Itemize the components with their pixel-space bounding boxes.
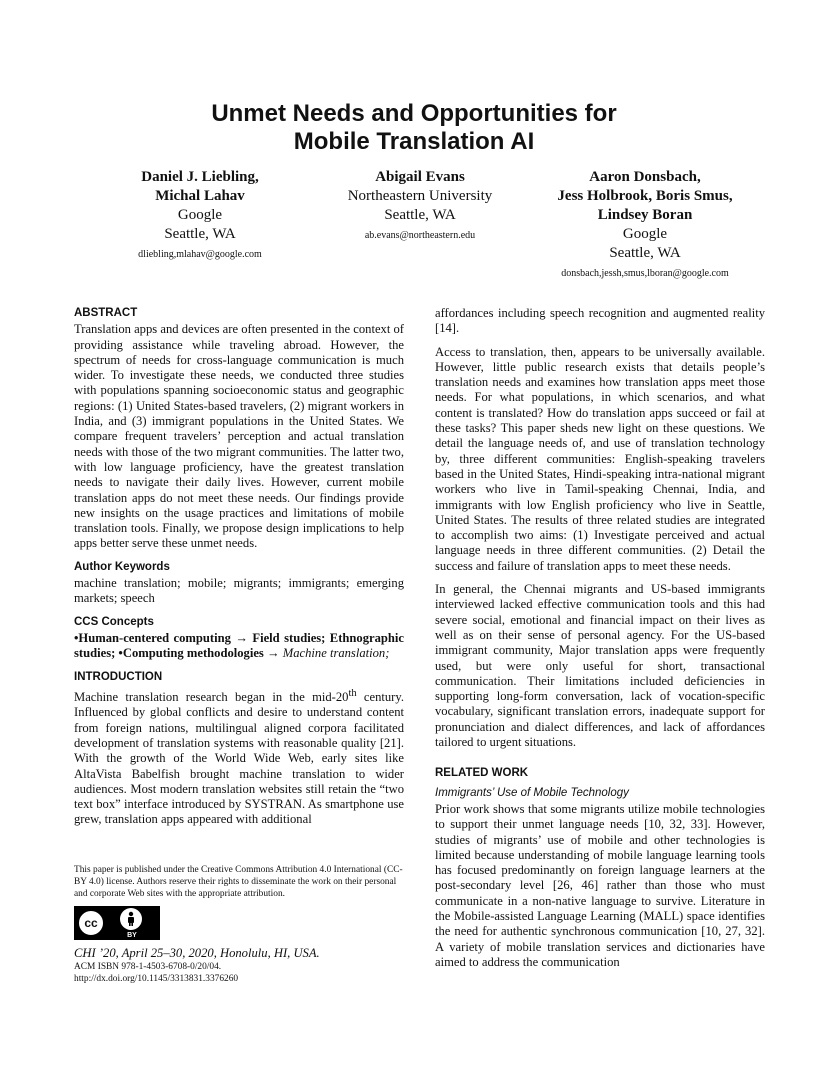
author-email: donsbach,jessh,smus,lboran@google.com	[561, 268, 729, 279]
ccs-concepts-italic: Machine translation;	[282, 646, 390, 661]
right-column	[435, 306, 765, 978]
paragraph: affordances including speech recognition and augmented reality [14].	[435, 306, 765, 336]
author-email: dliebling,mlahav@google.com	[138, 249, 262, 260]
author-block-1	[110, 168, 290, 262]
title-line-2: Mobile Translation AI	[293, 128, 535, 155]
paragraph: Access to translation, then, appears to be universally available. However, little public research exists that details people’s translation needs and examines how translation apps meet those needs. For what populations, in which scenarios, and what content is translated? How do translation apps succeed or fail at these tasks? This paper sheds new light on these questions. We detail the language needs of, and use of translation technology by, three different communities: English-speaking travelers based in the United States, Hindi-speaking intra-national migrant workers who live in Tamil-speaking Chennai, India, and immigrants with low English proficiency who live in Seattle, United States. The results of three related studies are integrated to accomplish two aims: (1) Investigate perceived and actual language needs in three different communities. (2) Detail the success and failure of translation apps to meet these needs.	[435, 344, 765, 573]
title-line-1: Unmet Needs and Opportunities for	[211, 100, 617, 127]
creative-commons-icon	[74, 906, 160, 940]
attribution-person-icon	[120, 908, 142, 930]
intro-superscript: th	[348, 687, 357, 699]
author-location: Seattle, WA	[384, 207, 456, 223]
author-names: Michal Lahav	[155, 188, 245, 204]
copyright-footnote	[74, 864, 404, 985]
paragraph: In general, the Chennai migrants and US-based immigrants interviewed lacked effective communication tools and this had severe social, emotional and financial impact on their lives as well as on their sense of personal agency. For the US-based immigrant community, Major translation apps were frequently used, but were only useful for short, transactional communication. Their limitations included deficiencies in supporting long-form conversation, lack of vocation-specific vocabulary, significant translation errors, inadequate support for pronunciation and dialect differences, and lack of affordances tailored to urgent situations.	[435, 582, 765, 750]
intro-text-part: century. Influenced by global conflicts and desire to understand content from foreign nations, multilingual aligned corpora facilitated development of translation systems with reasonable quality [21]. With the growth of the World Wide Web, early sites like AltaVista Babelfish brought machine translation to wider audiences. Most modern translation websites still retain the “two text box” interface introduced by SYSTRAN. As smartphone use grew, translation apps appeared with additional	[74, 690, 404, 827]
author-names: Daniel J. Liebling,	[141, 169, 259, 185]
isbn: ACM ISBN 978-1-4503-6708-0/20/04.	[74, 962, 222, 972]
author-location: Seattle, WA	[164, 226, 236, 242]
ccs-concepts-bold: •Human-centered computing → Field studies; Ethnographic studies; •Computing methodologies →	[74, 630, 404, 661]
author-email: ab.evans@northeastern.edu	[364, 230, 476, 241]
license-text: This paper is published under the Creative Commons Attribution 4.0 International (CC-BY 4.0) license. Authors reserve their rights to disseminate the work on their personal and corporate Web sites with the appropriate attribution.	[74, 865, 403, 899]
author-names: Jess Holbrook, Boris Smus,	[557, 188, 733, 204]
author-names: Lindsey Boran	[597, 207, 693, 223]
related-work-subheading: Immigrants’ Use of Mobile Technology	[435, 786, 629, 799]
paragraph: Prior work shows that some migrants utilize mobile technologies to support their unmet language needs [10, 32, 33]. However, studies of migrants’ use of mobile and other technologies is limited because understanding of mobile language learning tools has focused predominantly on foreign language learners at the post-secondary level [26, 46] rather than those who must communicate in a non-native language to survive. Literature in the Mobile-assisted Language Learning (MALL) space identifies the need for authentic synchronous communication [10, 27, 32]. A variety of mobile translation services and dictionaries have aimed to address the communication	[435, 801, 765, 969]
author-location: Seattle, WA	[609, 245, 681, 261]
author-block-3	[530, 168, 760, 281]
keywords-text: machine translation; mobile; migrants; immigrants; emerging markets; speech	[74, 576, 404, 606]
related-work-heading: RELATED WORK	[435, 767, 529, 780]
introduction-text	[74, 686, 404, 828]
abstract-text: Translation apps and devices are often presented in the context of providing assistance while traveling abroad. However, the spectrum of needs for cross-language communication is much wider. To investigate these needs, we conducted three studies with populations spanning socioeconomic status and geographic regions: (1) United States-based travelers, (2) migrant workers in India, and (3) immigrant populations in the United States. We compare frequent travelers’ perception and actual translation needs with those of the two migrant communities. The latter two, with low language proficiency, have the greatest translation needs to navigate their daily lives. However, current mobile translation apps do not meet these needs. Our findings provide new insights on the usage practices and limitations of mobile translation tools. Finally, we propose design implications to help apps better serve these unmet needs.	[74, 322, 404, 551]
paper-title	[0, 100, 828, 156]
author-affiliation: Google	[177, 207, 223, 223]
author-affiliation: Google	[622, 226, 668, 242]
introduction-heading: INTRODUCTION	[74, 670, 163, 683]
cc-by-badge	[74, 906, 404, 940]
keywords-heading: Author Keywords	[74, 560, 170, 573]
author-names: Aaron Donsbach,	[589, 169, 701, 185]
author-affiliation: Northeastern University	[347, 188, 493, 204]
ccs-heading: CCS Concepts	[74, 615, 154, 628]
intro-text-part: Machine translation research began in the mid-20	[74, 690, 349, 705]
abstract-heading: ABSTRACT	[74, 307, 138, 319]
author-names: Abigail Evans	[375, 169, 465, 185]
conference-info: CHI ’20, April 25–30, 2020, Honolulu, HI, USA.	[74, 946, 320, 960]
left-column	[74, 306, 404, 836]
ccs-text	[74, 631, 404, 662]
cc-logo-icon: cc	[77, 909, 105, 937]
doi-link[interactable]: http://dx.doi.org/10.1145/3313831.3376260	[74, 974, 239, 984]
author-block-2	[320, 168, 520, 243]
by-label: BY	[127, 932, 137, 939]
